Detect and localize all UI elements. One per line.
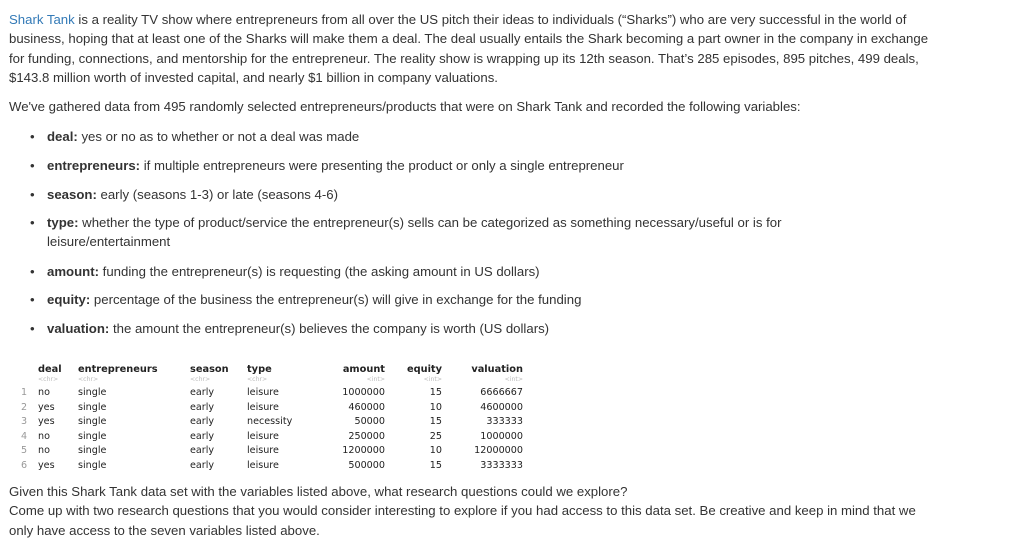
table-cell-deal: yes [38, 460, 55, 471]
table-cell-equity: 15 [429, 460, 442, 471]
table-cell-valuation: 1000000 [480, 430, 523, 442]
table-cell-valuation: 4600000 [480, 401, 523, 413]
bullet-icon: • [30, 158, 35, 173]
row-number: 4 [21, 430, 28, 442]
table-cell-season: early [190, 416, 215, 428]
table-cell-entrepreneurs: single [78, 416, 107, 428]
bullet-icon: • [30, 292, 35, 307]
variable-item-type [30, 213, 810, 252]
column-type-deal: <chr> [38, 376, 59, 383]
variable-desc: early (seasons 1-3) or late (seasons 4-6) [96, 187, 338, 202]
variable-name: type: [47, 215, 79, 230]
table-cell-amount: 1200000 [342, 445, 385, 457]
column-type-season: <chr> [190, 376, 211, 383]
bullet-icon: • [30, 321, 35, 336]
column-header-season: season [190, 364, 229, 375]
row-number: 5 [21, 445, 28, 457]
variable-name: amount: [47, 264, 100, 279]
table-cell-entrepreneurs: single [78, 460, 107, 471]
table-cell-season: early [190, 387, 215, 398]
table-cell-equity: 25 [429, 430, 442, 442]
table-cell-season: early [190, 430, 215, 442]
table-cell-type: leisure [247, 445, 279, 457]
table-cell-entrepreneurs: single [78, 387, 107, 398]
table-cell-season: early [190, 460, 215, 471]
column-type-entrepreneurs: <chr> [78, 376, 99, 383]
bullet-icon: • [30, 264, 35, 279]
row-number: 1 [21, 387, 28, 398]
variable-item-entrepreneurs [30, 156, 810, 175]
table-cell-entrepreneurs: single [78, 401, 107, 413]
variable-desc: if multiple entrepreneurs were presenting the product or only a single entrepreneur [140, 158, 624, 173]
row-number: 2 [21, 401, 28, 413]
variable-desc: whether the type of product/service the entrepreneur(s) sells can be categorized as something necessary/useful or is for leisure/entertainment [47, 215, 782, 250]
table-cell-equity: 15 [429, 416, 442, 428]
table-cell-valuation: 333333 [486, 416, 523, 428]
table-cell-deal: yes [38, 401, 55, 413]
variable-name: deal: [47, 129, 78, 144]
variable-name: equity: [47, 292, 91, 307]
column-type-type: <chr> [247, 376, 268, 383]
question-text [9, 482, 929, 540]
variable-desc: percentage of the business the entrepreneur(s) will give in exchange for the funding [90, 292, 582, 307]
variable-item-valuation [30, 319, 810, 338]
column-header-deal: deal [38, 364, 62, 375]
table-cell-season: early [190, 445, 215, 457]
table-cell-amount: 250000 [348, 430, 385, 442]
variable-name: season: [47, 187, 97, 202]
variable-desc: yes or no as to whether or not a deal was made [77, 129, 360, 144]
table-cell-entrepreneurs: single [78, 430, 107, 442]
question-line-2: Come up with two research questions that you would consider interesting to explore if you had access to this data set. Be creative and keep in mind that we only have access to the seven variables listed above. [9, 503, 916, 538]
table-cell-entrepreneurs: single [78, 445, 107, 457]
column-header-entrepreneurs: entrepreneurs [78, 364, 158, 375]
bullet-icon: • [30, 129, 35, 144]
question-line-1: Given this Shark Tank data set with the variables listed above, what research questions could we explore? [9, 484, 628, 499]
variable-name: valuation: [47, 321, 110, 336]
table-cell-type: leisure [247, 387, 279, 398]
variable-desc: the amount the entrepreneur(s) believes the company is worth (US dollars) [109, 321, 550, 336]
column-type-valuation: <int> [504, 376, 523, 383]
variable-item-deal [30, 127, 810, 146]
column-type-amount: <int> [366, 376, 385, 383]
variable-item-amount [30, 262, 810, 281]
table-cell-valuation: 3333333 [480, 460, 523, 471]
intro-paragraph [9, 10, 929, 87]
row-number: 6 [21, 460, 28, 471]
variable-item-equity [30, 290, 810, 309]
table-cell-deal: no [38, 430, 50, 442]
table-cell-equity: 10 [429, 401, 442, 413]
table-cell-deal: no [38, 387, 50, 398]
intro-text: is a reality TV show where entrepreneurs from all over the US pitch their ideas to individuals (“Sharks”) who are very successful in the world of business, hoping that at least one of the Sharks will make them a deal. The deal usually entails the Shark becoming a part owner in the company in exchange for funding, connections, and mentorship for the entrepreneur. The reality show is wrapping up its 12th season. That’s 285 episodes, 895 pitches, 499 deals, $143.8 million worth of invested capital, and nearly $1 billion in company valuations. [9, 12, 929, 85]
table-cell-deal: no [38, 445, 50, 457]
column-type-equity: <int> [423, 376, 442, 383]
table-cell-type: leisure [247, 460, 279, 471]
table-cell-deal: yes [38, 416, 55, 428]
row-number: 3 [21, 416, 28, 428]
table-cell-amount: 1000000 [342, 387, 385, 398]
table-cell-type: leisure [247, 430, 279, 442]
column-header-equity: equity [406, 364, 442, 375]
variable-item-season [30, 185, 810, 204]
column-header-amount: amount [342, 364, 385, 375]
table-cell-type: necessity [247, 416, 293, 428]
shark-tank-link[interactable]: Shark Tank [9, 12, 75, 27]
column-header-valuation: valuation [471, 364, 523, 375]
table-cell-equity: 15 [429, 387, 442, 398]
variable-desc: funding the entrepreneur(s) is requesting (the asking amount in US dollars) [99, 264, 540, 279]
table-cell-type: leisure [247, 401, 279, 413]
table-cell-amount: 460000 [348, 401, 385, 413]
variable-name: entrepreneurs: [47, 158, 141, 173]
table-cell-valuation: 6666667 [480, 387, 523, 398]
gathered-paragraph: We've gathered data from 495 randomly selected entrepreneurs/products that were on Shark Tank and recorded the following variables: [9, 99, 801, 114]
table-cell-amount: 50000 [354, 416, 385, 428]
table-cell-equity: 10 [429, 445, 442, 457]
table-cell-valuation: 12000000 [474, 445, 523, 457]
column-header-type: type [247, 364, 272, 375]
bullet-icon: • [30, 215, 35, 230]
bullet-icon: • [30, 187, 35, 202]
table-cell-season: early [190, 401, 215, 413]
table-cell-amount: 500000 [348, 460, 385, 471]
